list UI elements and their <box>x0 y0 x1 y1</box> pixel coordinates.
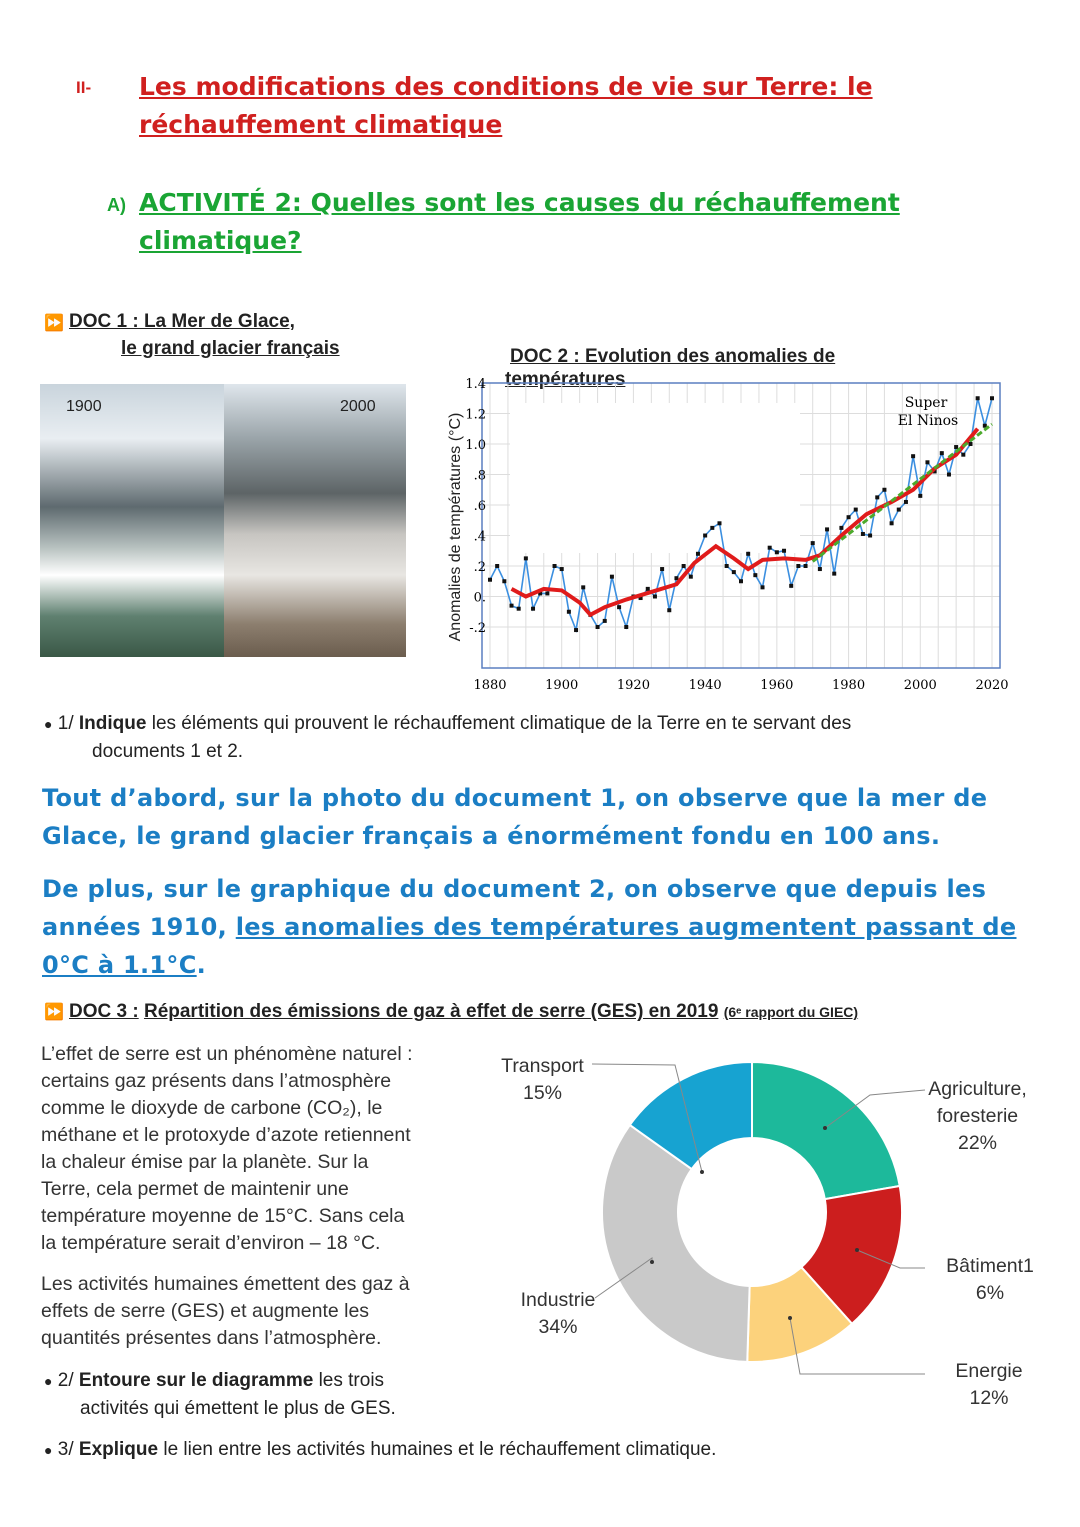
donut-slice-industrie <box>602 1125 750 1362</box>
data-point <box>603 619 607 623</box>
x-tick-label: 2020 <box>975 678 1009 693</box>
glacier-photo <box>40 384 406 657</box>
data-point <box>804 564 808 568</box>
x-tick-label: 2000 <box>903 678 937 693</box>
doc2-title-cut: températures <box>505 369 626 390</box>
data-point <box>811 541 815 545</box>
data-point <box>789 584 793 588</box>
x-tick-label: 1940 <box>688 678 722 693</box>
y-tick-label: 1.2 <box>465 407 486 423</box>
data-point <box>875 495 879 499</box>
data-point <box>940 451 944 455</box>
x-tick-label: 1900 <box>545 678 579 693</box>
label-energie: Energie 12% <box>955 1360 1023 1409</box>
data-point <box>753 573 757 577</box>
speech-bubble-icon: ● <box>44 1373 53 1389</box>
activity-title-line2: climatique? <box>139 226 302 255</box>
data-point <box>610 575 614 579</box>
data-point <box>560 567 564 571</box>
text-line: la température serait d’environ – 18 °C. <box>41 1232 381 1254</box>
data-point <box>660 567 664 571</box>
data-point <box>545 591 549 595</box>
y-tick-label: -.2 <box>469 621 486 636</box>
data-point <box>825 527 829 531</box>
activity-letter: A) <box>107 195 126 215</box>
doc1-title-line2: le grand glacier français <box>121 338 340 359</box>
photo-1900 <box>40 384 224 657</box>
blank-area <box>510 403 800 553</box>
y-tick-label: 1.4 <box>465 377 486 392</box>
data-point <box>703 534 707 538</box>
label-agriculture: Agriculture, foresterie 22% <box>928 1078 1027 1154</box>
data-point <box>761 585 765 589</box>
data-point <box>925 460 929 464</box>
leader-dot <box>650 1260 654 1264</box>
data-point <box>911 454 915 458</box>
photo-2000 <box>224 384 406 657</box>
data-point <box>710 526 714 530</box>
data-point <box>890 521 894 525</box>
data-point <box>818 567 822 571</box>
text-line: effets de serre (GES) et augmente les <box>41 1300 370 1322</box>
photo-label-1900: 1900 <box>66 398 102 415</box>
doc3-text-p2 <box>41 1271 410 1352</box>
doc2-title: DOC 2 : Evolution des anomalies de <box>510 346 836 367</box>
leader-dot <box>700 1170 704 1174</box>
doc3-title: DOC 3 : Répartition des émissions de gaz à effet de serre (GES) en 2019 (6ᵉ rapport du GIEC) <box>69 1001 859 1022</box>
bullet-icon: ⏩ <box>44 315 64 332</box>
section-number: II- <box>76 78 92 97</box>
section-title-line1: Les modifications des conditions de vie sur Terre: le <box>139 72 873 101</box>
data-point <box>553 564 557 568</box>
data-point <box>897 508 901 512</box>
y-tick-label: 1.0 <box>465 438 486 453</box>
data-point <box>861 532 865 536</box>
temperature-anomaly-chart <box>440 376 1020 696</box>
text-line: comme le dioxyde de carbone (CO₂), le <box>41 1097 383 1119</box>
data-point <box>961 453 965 457</box>
data-point <box>510 604 514 608</box>
speech-bubble-icon: ● <box>44 716 53 732</box>
data-point <box>832 572 836 576</box>
data-point <box>502 579 506 583</box>
data-point <box>739 579 743 583</box>
x-tick-label: 1920 <box>616 678 650 693</box>
data-point <box>488 578 492 582</box>
text-line: Les activités humaines émettent des gaz à <box>41 1273 410 1295</box>
data-point <box>574 628 578 632</box>
data-point <box>624 625 628 629</box>
text-line: méthane et le protoxyde d’azote retiennent <box>41 1124 411 1146</box>
label-transport: Transport 15% <box>501 1055 584 1104</box>
question-1: ● 1/ Indique les éléments qui prouvent le réchauffement climatique de la Terre en te servant des documents 1 et 2. <box>44 713 852 762</box>
text-line: quantités présentes dans l’atmosphère. <box>41 1327 382 1349</box>
y-tick-label: .4 <box>473 529 486 545</box>
text-line: température moyenne de 15°C. Sans cela <box>41 1205 405 1227</box>
data-point <box>976 396 980 400</box>
leader-dot <box>855 1248 859 1252</box>
data-point <box>847 515 851 519</box>
data-point <box>882 488 886 492</box>
text-line: la chaleur émise par la planète. Sur la <box>41 1151 369 1173</box>
data-point <box>775 550 779 554</box>
data-point <box>524 556 528 560</box>
data-point <box>617 605 621 609</box>
y-tick-label: .2 <box>473 560 486 575</box>
data-point <box>567 610 571 614</box>
data-point <box>732 570 736 574</box>
x-tick-label: 1880 <box>473 678 507 693</box>
data-point <box>782 549 786 553</box>
leader-dot <box>823 1126 827 1130</box>
data-point <box>517 607 521 611</box>
annotation-super: Super <box>904 395 948 411</box>
question-2: ● 2/ Entoure sur le diagramme les trois activités qui émettent le plus de GES. <box>44 1370 396 1419</box>
data-point <box>581 585 585 589</box>
data-point <box>968 442 972 446</box>
data-point <box>725 564 729 568</box>
data-point <box>954 445 958 449</box>
data-point <box>947 473 951 477</box>
data-point <box>646 587 650 591</box>
data-point <box>868 534 872 538</box>
data-point <box>768 546 772 550</box>
label-industrie: Industrie 34% <box>520 1289 596 1338</box>
data-point <box>854 508 858 512</box>
data-point <box>717 521 721 525</box>
y-tick-label: .6 <box>473 499 486 514</box>
data-point <box>904 500 908 504</box>
data-point <box>696 552 700 556</box>
bullet-icon: ⏩ <box>44 1004 64 1021</box>
speech-bubble-icon: ● <box>44 1442 53 1458</box>
x-tick-label: 1980 <box>832 678 866 693</box>
annotation-el-ninos: El Ninos <box>897 413 959 429</box>
doc1-title-line1: DOC 1 : La Mer de Glace, <box>69 311 295 332</box>
data-point <box>839 526 843 530</box>
data-point <box>918 494 922 498</box>
label-batiment: Bâtiment1 6% <box>946 1255 1034 1304</box>
photo-label-2000: 2000 <box>340 398 376 415</box>
data-point <box>746 552 750 556</box>
chart-ylabel: Anomalies de températures (°C) <box>447 412 464 642</box>
question-3: ● 3/ Explique le lien entre les activités humaines et le réchauffement climatique. <box>44 1439 717 1460</box>
data-point <box>531 607 535 611</box>
data-point <box>667 608 671 612</box>
donut-slice-agriculture <box>752 1062 900 1199</box>
answer-paragraph-2: De plus, sur le graphique du document 2, on observe que depuis les années 1910, les anomalies des températures augmentent passant de 0°C à 1.1°C. <box>42 875 1017 979</box>
data-point <box>990 396 994 400</box>
data-point <box>796 564 800 568</box>
y-tick-label: .8 <box>473 468 486 484</box>
x-tick-label: 1960 <box>760 678 794 693</box>
data-point <box>682 564 686 568</box>
text-line: L’effet de serre est un phénomène naturel : <box>41 1043 413 1065</box>
doc3-text-p1 <box>41 1041 412 1257</box>
y-tick-label: 0. <box>473 590 486 606</box>
leader-dot <box>788 1316 792 1320</box>
section-title-line2: réchauffement climatique <box>139 110 503 139</box>
text-line: certains gaz présents dans l’atmosphère <box>41 1070 392 1092</box>
data-point <box>495 564 499 568</box>
text-line: Terre, cela permet de maintenir une <box>41 1178 349 1200</box>
answer-paragraph-1: Tout d’abord, sur la photo du document 1, on observe que la mer de Glace, le grand glacier français a énormément fondu en 100 ans. <box>42 784 988 850</box>
data-point <box>653 595 657 599</box>
activity-title-line1: ACTIVITÉ 2: Quelles sont les causes du réchauffement <box>139 188 900 217</box>
data-point <box>596 625 600 629</box>
data-point <box>689 575 693 579</box>
